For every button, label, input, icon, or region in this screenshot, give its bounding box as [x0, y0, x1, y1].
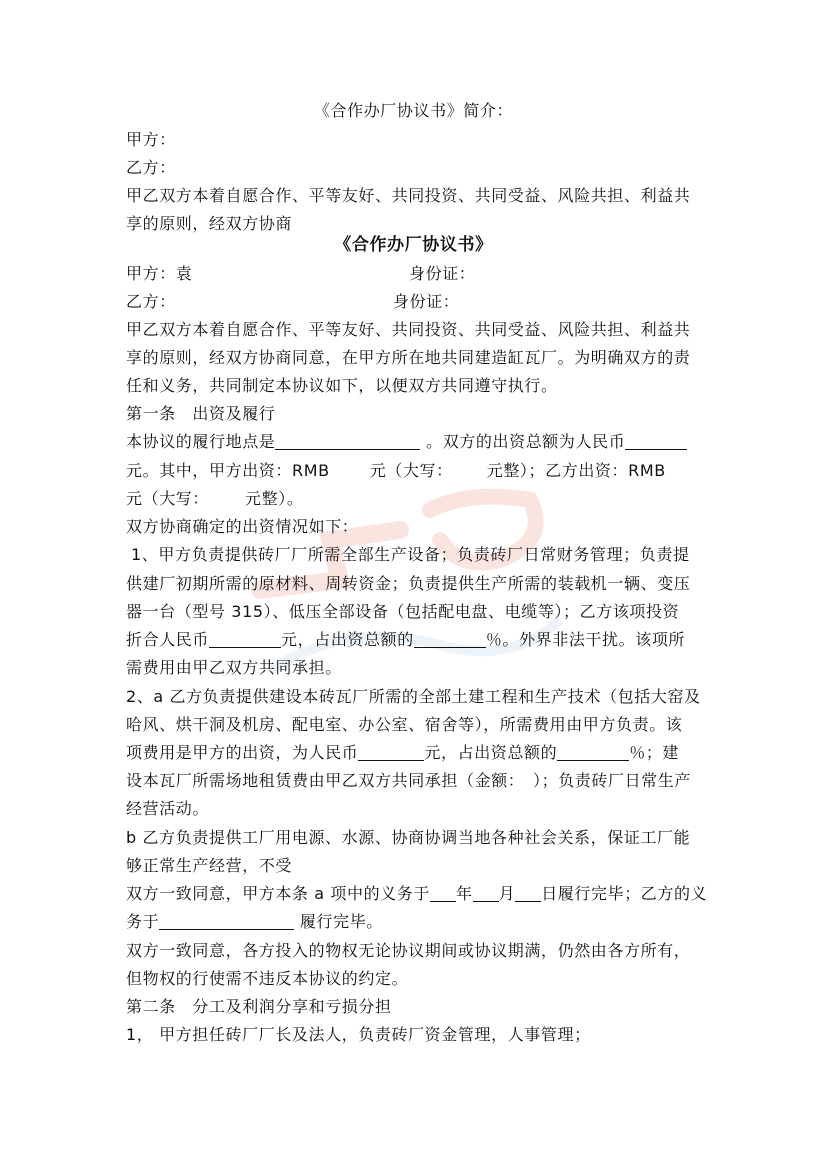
article-2-line: 1， 甲方担任砖厂厂长及法人，负责砖厂资金管理，人事管理； [126, 1025, 591, 1044]
article-1-line [126, 489, 303, 509]
intro-title: 《合作办厂协议书》简介： [313, 101, 514, 120]
item-2-line: 哈风、烘干洞及机房、配电室、办公室、宿舍等），所需费用由甲方负责。该 [126, 715, 683, 734]
item-1-line: 1、甲方负责提供砖厂厂所需全部生产设备；负责砖厂日常财务管理；负责提 [131, 545, 690, 564]
agreement-line: 双方一致同意，各方投入的物权无论协议期间或协议期满，仍然由各方所有， [126, 941, 691, 960]
blank-day [515, 886, 541, 902]
item-2-line [126, 743, 679, 763]
preamble-line: 甲乙双方本着自愿合作、平等友好、共同投资、共同受益、风险共担、利益共 [126, 320, 691, 339]
text-segment: 元。其中，甲方出资：RMB [126, 461, 330, 480]
blank-percent [557, 745, 629, 761]
article-2-title: 第二条 分工及利润分享和亏损分担 [126, 997, 392, 1016]
blank-amount [209, 632, 281, 648]
intro-party-b: 乙方： [126, 158, 176, 177]
article-1-title: 第一条 出资及履行 [126, 404, 276, 423]
blank-year [430, 886, 456, 902]
text-segment: 元，占出资总额的 [424, 743, 558, 762]
item-1-line: 器一台（型号 315）、低压全部设备（包括配电盘、电缆等）；乙方该项投资 [126, 602, 680, 621]
text-segment: 年 [455, 884, 473, 903]
agreement-line [126, 884, 707, 904]
party-a-line [126, 264, 192, 284]
text-segment: 。双方的出资总额为人民币 [420, 432, 626, 451]
intro-paragraph-line: 享的原则，经双方协商 [126, 214, 293, 233]
text-segment: ％；建 [629, 743, 680, 762]
text-segment: 本协议的履行地点是 [126, 432, 276, 451]
agreement-line: 但物权的行使需不违反本协议的约定。 [126, 969, 409, 988]
blank-date [159, 914, 294, 930]
text-segment: 元整）；乙方出资：RMB [486, 461, 666, 480]
item-b-line: b 乙方负责提供工厂用电源、水源、协商协调当地各种社会关系，保证工厂能 [126, 828, 691, 847]
preamble-line: 任和义务，共同制定本协议如下，以便双方共同遵守执行。 [126, 376, 558, 395]
blank-total [625, 434, 687, 450]
text-segment: 折合人民币 [126, 630, 210, 649]
text-segment: 项费用是甲方的出资，为人民币 [126, 743, 359, 762]
item-2-line: 设本瓦厂所需场地租赁费由甲乙双方共同承担（金额： ）；负责砖厂日常生产 [126, 771, 692, 790]
blank-percent [414, 632, 486, 648]
intro-paragraph-line: 甲乙双方本着自愿合作、平等友好、共同投资、共同受益、风险共担、利益共 [126, 186, 691, 205]
blank-month [473, 886, 499, 902]
text-segment: 月 [498, 884, 516, 903]
text-segment: ％。外界非法干扰。该项所 [485, 630, 686, 649]
id-a-label: 身份证： [409, 264, 476, 283]
blank-location [275, 434, 420, 450]
item-1-line [126, 630, 685, 650]
text-segment: 双方一致同意，甲方本条 a 项中的义务于 [126, 884, 430, 903]
item-2-line: 2、a 乙方负责提供建设本砖瓦厂所需的全部土建工程和生产技术（包括大窑及 [126, 687, 701, 706]
text-segment: 元，占出资总额的 [281, 630, 414, 649]
text-segment: 履行完毕。 [294, 912, 383, 931]
text-segment: 元（大写： [369, 461, 453, 480]
party-a-label: 甲方：袁 [126, 264, 193, 283]
item-1-line: 需费用由甲乙双方共同承担。 [126, 658, 342, 677]
intro-party-a: 甲方： [126, 130, 176, 149]
article-1-line [126, 461, 666, 481]
item-b-line: 够正常生产经营，不受 [126, 856, 293, 875]
item-2-line: 经营活动。 [126, 799, 210, 818]
text-segment: 务于 [126, 912, 160, 931]
contract-title: 《合作办厂协议书》 [334, 235, 493, 255]
party-b-label: 乙方： [126, 292, 176, 311]
text-segment: 日履行完毕；乙方的义 [541, 884, 708, 903]
item-1-line: 供建厂初期所需的原材料、周转资金；负责提供生产所需的装载机一辆、变压 [126, 574, 691, 593]
text-segment: 元（大写： [126, 489, 210, 508]
preamble-line: 享的原则，经双方协商同意，在甲方所在地共同建造缸瓦厂。为明确双方的责 [126, 348, 691, 367]
agreement-line [126, 912, 383, 932]
blank-amount [358, 745, 424, 761]
id-b-label: 身份证： [393, 292, 460, 311]
article-1-line [126, 432, 687, 452]
article-1-line: 双方协商确定的出资情况如下： [126, 517, 359, 536]
text-segment: 元整）。 [245, 489, 304, 508]
